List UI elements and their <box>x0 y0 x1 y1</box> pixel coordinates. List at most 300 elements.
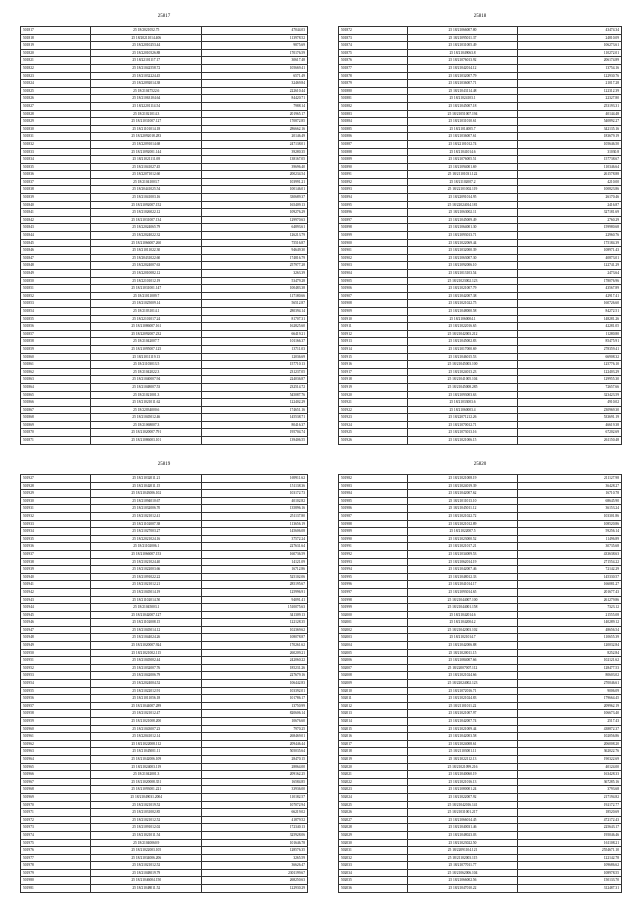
table-row <box>21 497 308 505</box>
table-row <box>339 201 622 209</box>
amount-cell: 2301199.67 <box>202 869 308 877</box>
row-id-cell: 501937 <box>21 550 91 558</box>
table-row <box>21 755 308 763</box>
row-id-cell: 501822 <box>21 64 91 72</box>
row-id-cell: 501975 <box>21 839 91 847</box>
row-id-cell: 502016 <box>339 733 408 741</box>
amount-cell: 80416.37 <box>202 421 308 429</box>
reference-cell: 25 18/21102003.115 <box>408 854 518 862</box>
reference-cell: 25 18/21045002.44 <box>91 657 202 665</box>
reference-cell: 25 18/21042003.102 <box>408 626 518 634</box>
reference-cell: 25 18/21045003.100 <box>408 361 518 369</box>
amount-cell: 128477.53 <box>517 664 621 672</box>
row-id-cell: 501902 <box>339 254 408 262</box>
table-row <box>21 573 308 581</box>
row-id-cell: 501829 <box>21 118 91 126</box>
amount-cell: 110655.39 <box>517 634 621 642</box>
reference-cell: 25 18/21102008.15 <box>91 619 202 627</box>
table-row <box>339 520 622 528</box>
reference-cell: 25 18/21045009.49 <box>408 216 518 224</box>
amount-cell: 28470.15 <box>202 755 308 763</box>
amount-cell: 323423.59 <box>517 391 621 399</box>
table-row <box>21 285 308 293</box>
reference-cell: 25 18/21040060.19 <box>408 771 518 779</box>
row-id-cell: 502019 <box>339 755 408 763</box>
row-id-cell: 501818 <box>21 34 91 42</box>
row-id-cell: 501876 <box>339 57 408 65</box>
reference-cell: 25 18/22091104.121 <box>408 847 518 855</box>
table-row <box>339 657 622 665</box>
row-id-cell: 501834 <box>21 156 91 164</box>
amount-cell: 330689.37 <box>202 194 308 202</box>
table-row <box>339 391 622 399</box>
reference-cell: 25 18/21084007.66 <box>408 657 518 665</box>
amount-cell: 46619.38 <box>517 421 621 429</box>
table-row <box>339 307 622 315</box>
reference-cell: 25 18/22091014.95 <box>408 194 518 202</box>
row-id-cell: 502031 <box>339 847 408 855</box>
row-id-cell: 501823 <box>21 72 91 80</box>
amount-cell: 40873.01 <box>517 254 621 262</box>
amount-cell: 13754.16 <box>517 64 621 72</box>
reference-cell: 25 18/21042006.109 <box>91 755 202 763</box>
table-row <box>21 156 308 164</box>
amount-cell: 151138.36 <box>202 482 308 490</box>
reference-cell: 25 18/21021111.08 <box>91 156 202 164</box>
table-row <box>339 421 622 429</box>
amount-cell: 66219.02 <box>202 809 308 817</box>
amount-cell: 94091.41 <box>202 596 308 604</box>
table-row <box>21 429 308 437</box>
amount-cell: 53479.28 <box>202 277 308 285</box>
table-row <box>339 718 622 726</box>
reference-cell: 25 18/21103013.5 <box>91 361 202 369</box>
table-row <box>339 118 622 126</box>
table-row <box>21 611 308 619</box>
row-id-cell: 501912 <box>339 330 408 338</box>
reference-cell: 25 18/21021012.21 <box>91 581 202 589</box>
reference-cell: 25 18/21021016.13 <box>408 778 518 786</box>
table-row <box>21 148 308 156</box>
amount-cell: 139406.55 <box>202 437 308 445</box>
reference-cell: 25 18/21021099.216 <box>408 763 518 771</box>
table-row <box>21 368 308 376</box>
amount-cell: 128576.35 <box>202 847 308 855</box>
amount-cell: 31030.8 <box>517 148 621 156</box>
table-row <box>339 87 622 95</box>
reference-cell: 25 18/21021024.40 <box>91 558 202 566</box>
row-id-cell: 501856 <box>21 323 91 331</box>
table-row <box>21 710 308 718</box>
row-id-cell: 501930 <box>21 497 91 505</box>
row-id-cell: 501833 <box>21 148 91 156</box>
amount-cell: 161108.21 <box>517 839 621 847</box>
reference-cell: 25 18/21045011.12 <box>408 505 518 513</box>
row-id-cell: 501993 <box>339 558 408 566</box>
amount-cell: 201965.17 <box>202 110 308 118</box>
amount-cell: 103172.73 <box>202 490 308 498</box>
reference-cell: 25 18/21093014.65 <box>408 588 518 596</box>
reference-cell: 25 18/21024003.119 <box>91 763 202 771</box>
reference-cell: 25 18/22024007.63 <box>91 262 202 270</box>
row-id-cell: 501934 <box>21 528 91 536</box>
amount-cell: 209162.25 <box>202 771 308 779</box>
amount-cell: 30617.48 <box>202 57 308 65</box>
reference-cell: 25 18/21062006.104 <box>408 869 518 877</box>
reference-cell: 25 18/21049031.2004 <box>91 793 202 801</box>
table-row <box>339 733 622 741</box>
amount-cell: 42281.05 <box>517 323 621 331</box>
table-row <box>21 87 308 95</box>
reference-cell: 25 18/21022016.65 <box>408 323 518 331</box>
reference-cell: 25 18/21034009.53 <box>408 550 518 558</box>
table-row <box>21 793 308 801</box>
table-row <box>21 421 308 429</box>
row-id-cell: 501898 <box>339 224 408 232</box>
table-row <box>339 528 622 536</box>
table-row <box>339 596 622 604</box>
table-row <box>339 619 622 627</box>
row-id-cell: 501983 <box>339 482 408 490</box>
table-row <box>21 786 308 794</box>
row-id-cell: 502024 <box>339 793 408 801</box>
reference-cell: 25 18/21066002.56 <box>408 877 518 885</box>
reference-cell: 25 18/21045012.46 <box>91 414 202 422</box>
amount-cell: 40124.00 <box>517 763 621 771</box>
amount-cell: 126213.79 <box>202 232 308 240</box>
reference-cell: 25 18/21101031.122 <box>408 171 518 179</box>
table-row <box>21 133 308 141</box>
row-id-cell: 501973 <box>21 824 91 832</box>
reference-cell: 25 18/21024103.1 <box>408 95 518 103</box>
row-id-cell: 501894 <box>339 194 408 202</box>
amount-cell: 206008.20 <box>517 740 621 748</box>
row-id-cell: 501950 <box>21 649 91 657</box>
row-id-cell: 501981 <box>21 885 91 893</box>
amount-cell: 13750.99 <box>202 702 308 710</box>
reference-cell: 25 18/21043114.48 <box>408 87 518 95</box>
table-row <box>21 626 308 634</box>
amount-cell: 505035.64 <box>202 748 308 756</box>
reference-cell: 25 18/21070012.71 <box>408 421 518 429</box>
amount-cell: 820606.14 <box>202 710 308 718</box>
amount-cell: 178076.96 <box>517 277 621 285</box>
data-table <box>20 474 308 893</box>
table-row <box>21 125 308 133</box>
amount-cell: 253193.31 <box>517 102 621 110</box>
row-id-cell: 501899 <box>339 232 408 240</box>
table-row <box>21 239 308 247</box>
amount-cell: 100146.01 <box>202 186 308 194</box>
row-id-cell: 501882 <box>339 102 408 110</box>
amount-cell: 40102.82 <box>202 497 308 505</box>
table-row <box>21 847 308 855</box>
table-row <box>21 664 308 672</box>
reference-cell: 25 18/21032011.21 <box>91 475 202 483</box>
amount-cell: 2760.29 <box>517 216 621 224</box>
reference-cell: 25 18/21032007.76 <box>91 664 202 672</box>
reference-cell: 25 18/21034006.206 <box>91 854 202 862</box>
amount-cell: 13711.03 <box>202 345 308 353</box>
table-row <box>339 862 622 870</box>
row-id-cell: 501895 <box>339 201 408 209</box>
table-row <box>21 277 308 285</box>
reference-cell: 25 18/22007007.112 <box>408 664 518 672</box>
amount-cell: 260209.21 <box>202 649 308 657</box>
table-row <box>21 733 308 741</box>
table-row <box>339 740 622 748</box>
table-row <box>21 885 308 893</box>
row-id-cell: 501949 <box>21 642 91 650</box>
amount-cell: 32469.84 <box>202 80 308 88</box>
table-row <box>21 330 308 338</box>
amount-cell: 325928.06 <box>202 831 308 839</box>
amount-cell: 22327.80 <box>517 95 621 103</box>
reference-cell: 25 18/21072016.71 <box>408 687 518 695</box>
amount-cell: 108971.43 <box>517 247 621 255</box>
reference-cell: 25 18/21022003.105 <box>91 847 202 855</box>
amount-cell: 285195.67 <box>202 581 308 589</box>
reference-cell: 25 18/21011056.18 <box>91 695 202 703</box>
reference-cell: 25 18/21102007.38 <box>91 520 202 528</box>
amount-cell: 80603.02 <box>517 672 621 680</box>
reference-cell: 25 18/21048011.52 <box>91 885 202 893</box>
amount-cell: 56512.87 <box>202 300 308 308</box>
amount-cell: 2517.43 <box>517 718 621 726</box>
amount-cell: 66419.21 <box>202 330 308 338</box>
amount-cell: 438872.37 <box>517 725 621 733</box>
table-row <box>21 399 308 407</box>
amount-cell: 201677.43 <box>517 588 621 596</box>
reference-cell: 25 18/21021012.41 <box>91 512 202 520</box>
reference-cell: 25 18/21040060.9 <box>91 839 202 847</box>
amount-cell: 286662.16 <box>202 125 308 133</box>
row-id-cell: 501847 <box>21 254 91 262</box>
table-row <box>21 300 308 308</box>
amount-cell: 166081.27 <box>517 581 621 589</box>
amount-cell: 113978.52 <box>202 34 308 42</box>
amount-cell: 261279.86 <box>517 596 621 604</box>
reference-cell: 25 18/21043007.23 <box>91 725 202 733</box>
table-row <box>21 604 308 612</box>
amount-cell: 157738.67 <box>517 156 621 164</box>
row-id-cell: 501951 <box>21 657 91 665</box>
table-row <box>21 642 308 650</box>
table-row <box>339 588 622 596</box>
row-id-cell: 501960 <box>21 725 91 733</box>
table-row <box>339 763 622 771</box>
reference-cell: 25 18/21080001.24 <box>408 786 518 794</box>
amount-cell: 47044.03 <box>202 27 308 35</box>
row-id-cell: 501913 <box>339 338 408 346</box>
reference-cell: 25 18/21040031.46 <box>408 824 518 832</box>
table-page-2 <box>338 14 622 441</box>
reference-cell: 25 18/21031014.1 <box>91 307 202 315</box>
row-id-cell: 501986 <box>339 505 408 513</box>
amount-cell: 2554671.10 <box>517 847 621 855</box>
amount-cell: 103392.01 <box>202 687 308 695</box>
row-id-cell: 501817 <box>21 27 91 35</box>
table-row <box>339 209 622 217</box>
table-row <box>339 34 622 42</box>
row-id-cell: 501862 <box>21 368 91 376</box>
reference-cell: 25 18/21017000.69 <box>408 345 518 353</box>
reference-cell: 25 18/22091014.68 <box>91 140 202 148</box>
table-row <box>21 718 308 726</box>
row-id-cell: 501851 <box>21 285 91 293</box>
reference-cell: 25 18/21048012.33 <box>408 573 518 581</box>
reference-cell: 25 18/21021008.19 <box>408 475 518 483</box>
table-row <box>21 110 308 118</box>
row-id-cell: 501857 <box>21 330 91 338</box>
table-row <box>339 406 622 414</box>
table-row <box>21 414 308 422</box>
reference-cell: 25 18/21021024.66 <box>408 672 518 680</box>
reference-cell: 25 18/22034000.6 <box>91 406 202 414</box>
table-row <box>21 353 308 361</box>
reference-cell: 25 18/20431022.60 <box>91 254 202 262</box>
reference-cell: 25 18/21024013.23 <box>408 368 518 376</box>
row-id-cell: 501821 <box>21 57 91 65</box>
amount-cell: 540892.27 <box>517 118 621 126</box>
amount-cell: 159980.68 <box>517 224 621 232</box>
table-row <box>21 824 308 832</box>
reference-cell: 25 18/22092018.283 <box>91 133 202 141</box>
reference-cell: 25 18/21101014.18 <box>91 125 202 133</box>
amount-cell: 7323.12 <box>517 604 621 612</box>
reference-cell: 25 18/21041003.7 <box>91 178 202 186</box>
table-row <box>21 809 308 817</box>
table-row <box>21 588 308 596</box>
table-row <box>339 345 622 353</box>
reference-cell: 25 18/22092007.232 <box>91 330 202 338</box>
amount-cell: 36428.27 <box>517 482 621 490</box>
row-id-cell: 501992 <box>339 550 408 558</box>
reference-cell: 25 18/21042014.12 <box>408 64 518 72</box>
amount-cell: 327181.69 <box>517 209 621 217</box>
table-row <box>21 619 308 627</box>
reference-cell: 25 18/21036007.61 <box>408 133 518 141</box>
amount-cell: 138167.05 <box>202 156 308 164</box>
row-id-cell: 501998 <box>339 596 408 604</box>
reference-cell: 25 18/21014005.7 <box>408 125 518 133</box>
table-row <box>21 649 308 657</box>
amount-cell: 16584.85 <box>202 778 308 786</box>
row-id-cell: 501974 <box>21 831 91 839</box>
page-title: 25817 <box>157 14 171 19</box>
row-id-cell: 501929 <box>21 490 91 498</box>
row-id-cell: 501921 <box>339 399 408 407</box>
table-row <box>339 672 622 680</box>
table-row <box>339 353 622 361</box>
amount-cell: 160736.59 <box>202 550 308 558</box>
table-row <box>339 376 622 384</box>
amount-cell: 129955.30 <box>517 376 621 384</box>
row-id-cell: 502005 <box>339 649 408 657</box>
reference-cell: 25 18/21036007.71 <box>408 80 518 88</box>
reference-cell: 25 18/21021019.52 <box>91 801 202 809</box>
reference-cell: 25 18/21094010.67 <box>91 497 202 505</box>
row-id-cell: 501940 <box>21 573 91 581</box>
amount-cell: 105669.41 <box>202 64 308 72</box>
row-id-cell: 502002 <box>339 626 408 634</box>
amount-cell: 242060.22 <box>202 657 308 665</box>
row-id-cell: 501881 <box>339 95 408 103</box>
amount-cell: 129970.63 <box>202 216 308 224</box>
table-row <box>21 869 308 877</box>
row-id-cell: 501886 <box>339 133 408 141</box>
amount-cell: 170872.85 <box>202 118 308 126</box>
table-row <box>21 862 308 870</box>
amount-cell: 81707.31 <box>202 315 308 323</box>
amount-cell: 472172.43 <box>517 816 621 824</box>
amount-cell: 367285.16 <box>517 778 621 786</box>
amount-cell: 160726.60 <box>517 300 621 308</box>
row-id-cell: 501935 <box>21 535 91 543</box>
table-row <box>21 64 308 72</box>
row-id-cell: 502023 <box>339 786 408 794</box>
amount-cell: 165409.13 <box>202 201 308 209</box>
reference-cell: 25 18/21023022.50 <box>408 839 518 847</box>
table-row <box>21 596 308 604</box>
row-id-cell: 502026 <box>339 809 408 817</box>
table-row <box>339 831 622 839</box>
row-id-cell: 501917 <box>339 368 408 376</box>
row-id-cell: 501890 <box>339 163 408 171</box>
table-row <box>21 383 308 391</box>
table-row <box>21 361 308 369</box>
table-row <box>339 710 622 718</box>
row-id-cell: 501962 <box>21 740 91 748</box>
amount-cell: 94649.30 <box>202 247 308 255</box>
reference-cell: 25 18/21044001.158 <box>408 604 518 612</box>
table-row <box>21 27 308 35</box>
reference-cell: 25 18/21011013.10 <box>408 497 518 505</box>
table-row <box>339 695 622 703</box>
table-row <box>339 793 622 801</box>
reference-cell: 25 18/21043006.102 <box>91 490 202 498</box>
reference-cell: 25 18/21045001.11 <box>91 748 202 756</box>
row-id-cell: 501932 <box>21 512 91 520</box>
amount-cell: 101646.78 <box>202 839 308 847</box>
row-id-cell: 501843 <box>21 224 91 232</box>
reference-cell: 25 18/22201114.54 <box>91 102 202 110</box>
reference-cell: 25 18/21042001.3 <box>91 771 202 779</box>
row-id-cell: 501841 <box>21 209 91 217</box>
row-id-cell: 501964 <box>21 755 91 763</box>
amount-cell: 122741.29 <box>517 262 621 270</box>
reference-cell: 25 18/21041005.104 <box>408 376 518 384</box>
reference-cell: 25 18/21076005.51 <box>408 156 518 164</box>
reference-cell: 25 18/21060003.4 <box>408 406 518 414</box>
reference-cell: 25 18/21044007.100 <box>408 596 518 604</box>
table-row <box>21 437 308 445</box>
amount-cell: 185231.26 <box>202 664 308 672</box>
table-row <box>339 604 622 612</box>
row-id-cell: 501941 <box>21 581 91 589</box>
row-id-cell: 501926 <box>339 437 408 445</box>
reference-cell: 25 18/21022007.5 <box>408 528 518 536</box>
reference-cell: 25 18/21042004.2 <box>408 619 518 627</box>
table-row <box>339 543 622 551</box>
table-row <box>339 482 622 490</box>
row-id-cell: 501875 <box>339 49 408 57</box>
row-id-cell: 501920 <box>339 391 408 399</box>
amount-cell: 100483.38 <box>202 285 308 293</box>
amount-cell: 33936.00 <box>202 786 308 794</box>
amount-cell: 9875.69 <box>202 42 308 50</box>
amount-cell: 11496.89 <box>517 535 621 543</box>
